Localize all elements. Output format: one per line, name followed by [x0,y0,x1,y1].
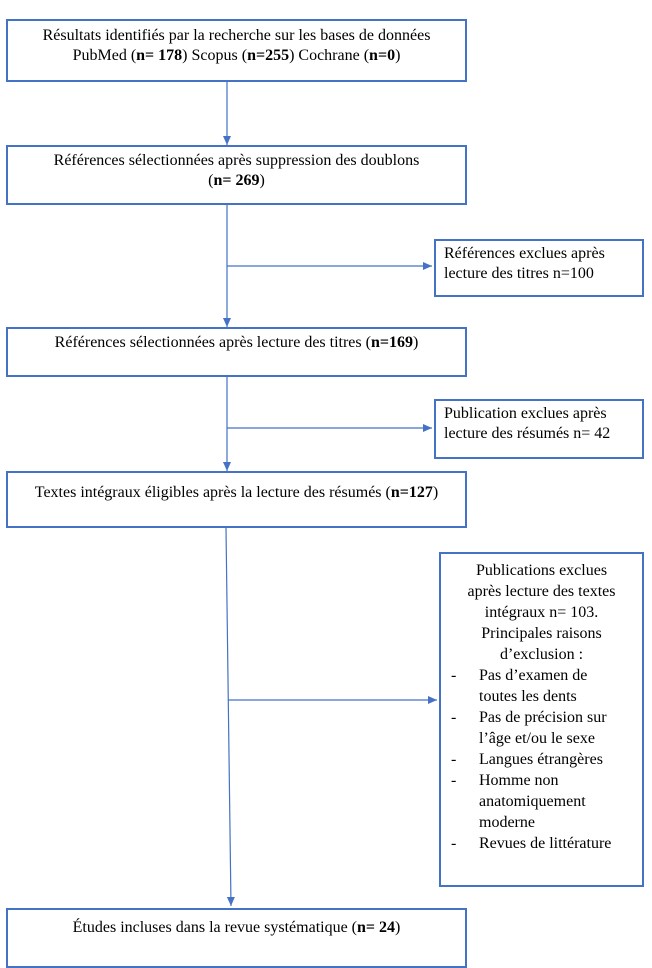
arrow-4-to-5 [226,528,231,906]
reason-line: - Pas d’examen de [479,667,588,684]
box-dedup-line2: (n= 269) [208,172,265,189]
box-identified-results [6,19,467,82]
exclusion-reason [441,749,638,770]
exclusion-reason [441,707,638,749]
reason-line: anatomiquement [479,793,586,810]
scopus-count: n=255 [247,47,290,64]
reason-line: - Revues de littérature [479,835,612,852]
reason-line: moderne [479,814,535,831]
dedup-count: n= 269 [213,172,260,189]
excl-abstracts-line2: lecture des résumés n= 42 [444,425,611,442]
excl-abstracts-line1: Publication exclues après [444,405,607,422]
reason-line: toutes les dents [479,688,577,705]
box-after-title-screening [6,327,467,377]
box-included-studies [6,908,467,968]
pubmed-count: n= 178 [136,47,183,64]
included-count: n= 24 [357,919,396,936]
box-fulltext-line1: Textes intégraux éligibles après la lecture des résumés (n=127) [34,484,439,501]
box-dedup-line1: Références sélectionnées après suppression des doublons [53,152,420,169]
title-screening-count: n=169 [370,334,413,351]
excl-fulltext-head-line: Publications exclues [475,562,608,579]
excl-fulltext-header [441,560,642,665]
excl-fulltext-head-line: d’exclusion : [499,646,584,663]
reason-line: l’âge et/ou le sexe [479,730,595,747]
excl-fulltext-head-line: après lecture des textes [467,583,616,600]
exclusion-reasons-list [441,665,642,854]
excl-fulltext-head-line: Principales raisons [481,625,602,642]
box-eligible-full-texts [6,471,467,528]
box-identified-line2: PubMed (n= 178) Scopus (n=255) Cochrane (n=0) [72,47,401,64]
box-titles-line1: Références sélectionnées après lecture des titres (n=169) [54,334,419,351]
cochrane-count: n=0 [369,47,396,64]
excl-titles-line1: Références exclues après [444,245,605,262]
box-identified-line1: Résultats identifiés par la recherche sur les bases de données [42,27,431,44]
exclusion-reason [441,770,638,833]
reason-line: - Langues étrangères [479,751,603,768]
excl-fulltext-head-line: intégraux n= 103. [484,604,599,621]
box-excluded-abstracts [434,399,644,459]
box-excluded-full-texts [439,552,644,887]
reason-line: - Homme non [479,772,559,789]
box-included-line1: Études incluses dans la revue systématique (n= 24) [72,919,401,936]
exclusion-reason [441,833,638,854]
reason-line: - Pas de précision sur [479,709,607,726]
exclusion-reason [441,665,638,707]
box-excluded-titles [434,239,644,297]
full-text-count: n=127 [390,484,433,501]
excl-titles-line2: lecture des titres n=100 [444,265,594,282]
box-after-deduplication [6,145,467,205]
